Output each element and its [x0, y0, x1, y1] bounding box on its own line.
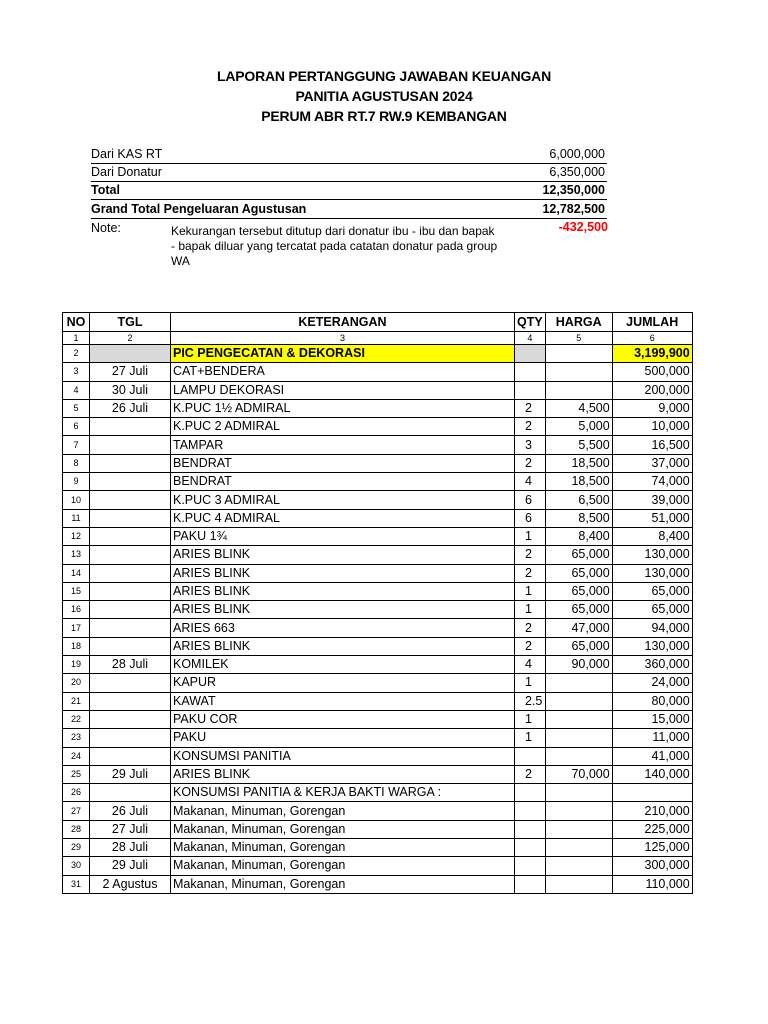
- row-date: [90, 710, 171, 728]
- table-row: [63, 509, 693, 527]
- row-price: [545, 710, 612, 728]
- row-price: 5,500: [545, 436, 612, 454]
- header-jumlah: JUMLAH: [612, 313, 692, 332]
- row-no: 11: [63, 509, 90, 527]
- row-qty: [515, 820, 546, 838]
- row-no: 22: [63, 710, 90, 728]
- row-price: [545, 729, 612, 747]
- row-qty: [515, 747, 546, 765]
- row-price: [545, 820, 612, 838]
- row-no: 2: [63, 345, 90, 363]
- row-qty: [515, 875, 546, 893]
- row-date: 26 Juli: [90, 399, 171, 417]
- table-row: [63, 839, 693, 857]
- row-qty: 2: [515, 619, 546, 637]
- row-description: K.PUC 4 ADMIRAL: [171, 509, 515, 527]
- row-no: 12: [63, 527, 90, 545]
- row-description: BENDRAT: [171, 473, 515, 491]
- row-description: PAKU COR: [171, 710, 515, 728]
- header-tgl: TGL: [90, 313, 171, 332]
- row-price: 90,000: [545, 656, 612, 674]
- col-number: 4: [515, 332, 546, 345]
- row-date: 29 Juli: [90, 765, 171, 783]
- row-qty: 3: [515, 436, 546, 454]
- row-amount: 16,500: [612, 436, 692, 454]
- row-description: KOMILEK: [171, 656, 515, 674]
- table-header: [63, 313, 693, 332]
- row-qty: 2: [515, 637, 546, 655]
- row-description: K.PUC 1½ ADMIRAL: [171, 399, 515, 417]
- row-date: 28 Juli: [90, 839, 171, 857]
- row-price: 18,500: [545, 454, 612, 472]
- row-no: 10: [63, 491, 90, 509]
- donatur-label: Dari Donatur: [91, 165, 162, 179]
- row-price: [545, 363, 612, 381]
- row-amount: 15,000: [612, 710, 692, 728]
- table-row: [63, 564, 693, 582]
- row-price: 6,500: [545, 491, 612, 509]
- table-row: [63, 710, 693, 728]
- table-row: [63, 491, 693, 509]
- row-qty: [515, 802, 546, 820]
- header-no: NO: [63, 313, 90, 332]
- row-amount: 65,000: [612, 601, 692, 619]
- row-date: 27 Juli: [90, 363, 171, 381]
- row-description: ARIES BLINK: [171, 564, 515, 582]
- row-price: 70,000: [545, 765, 612, 783]
- column-number-row: [63, 332, 693, 345]
- row-no: 26: [63, 784, 90, 802]
- table-row: [63, 454, 693, 472]
- row-date: [90, 345, 171, 363]
- row-qty: 2: [515, 418, 546, 436]
- row-description: K.PUC 2 ADMIRAL: [171, 418, 515, 436]
- table-row: [63, 345, 693, 363]
- row-amount: 130,000: [612, 564, 692, 582]
- row-amount: 225,000: [612, 820, 692, 838]
- row-amount: 125,000: [612, 839, 692, 857]
- row-no: 31: [63, 875, 90, 893]
- row-date: [90, 491, 171, 509]
- row-qty: 6: [515, 491, 546, 509]
- table-row: [63, 765, 693, 783]
- note-label: Note:: [91, 221, 121, 235]
- row-no: 23: [63, 729, 90, 747]
- table-row: [63, 802, 693, 820]
- row-description: Makanan, Minuman, Gorengan: [171, 820, 515, 838]
- row-amount: 200,000: [612, 381, 692, 399]
- row-date: [90, 601, 171, 619]
- row-qty: [515, 345, 546, 363]
- table-row: [63, 674, 693, 692]
- row-amount: 9,000: [612, 399, 692, 417]
- row-price: 8,400: [545, 527, 612, 545]
- col-number: 6: [612, 332, 692, 345]
- row-amount: 360,000: [612, 656, 692, 674]
- table-row: [63, 473, 693, 491]
- row-date: 27 Juli: [90, 820, 171, 838]
- row-amount: 8,400: [612, 527, 692, 545]
- table-row: [63, 692, 693, 710]
- row-description: K.PUC 3 ADMIRAL: [171, 491, 515, 509]
- total-label: Total: [91, 183, 120, 197]
- expense-table: [62, 312, 693, 894]
- row-date: [90, 527, 171, 545]
- row-no: 17: [63, 619, 90, 637]
- table-row: [63, 857, 693, 875]
- row-amount: 300,000: [612, 857, 692, 875]
- row-amount: [612, 784, 692, 802]
- table-row: [63, 820, 693, 838]
- row-description: LAMPU DEKORASI: [171, 381, 515, 399]
- col-number: 3: [171, 332, 515, 345]
- row-description: Makanan, Minuman, Gorengan: [171, 857, 515, 875]
- row-amount: 80,000: [612, 692, 692, 710]
- row-no: 28: [63, 820, 90, 838]
- row-qty: 4: [515, 473, 546, 491]
- row-amount: 11,000: [612, 729, 692, 747]
- note-value: -432,500: [558, 220, 608, 234]
- summary-row-donatur: [91, 163, 607, 182]
- row-date: [90, 692, 171, 710]
- row-no: 25: [63, 765, 90, 783]
- row-amount: 140,000: [612, 765, 692, 783]
- row-price: [545, 381, 612, 399]
- col-number: 5: [545, 332, 612, 345]
- summary-row-kas-rt: [91, 145, 607, 164]
- summary-row-total: [91, 181, 607, 200]
- row-no: 27: [63, 802, 90, 820]
- row-no: 9: [63, 473, 90, 491]
- table-row: [63, 601, 693, 619]
- row-qty: 1: [515, 527, 546, 545]
- row-price: 4,500: [545, 399, 612, 417]
- header-qty: QTY: [515, 313, 546, 332]
- table-row: [63, 747, 693, 765]
- row-date: 29 Juli: [90, 857, 171, 875]
- col-number: 1: [63, 332, 90, 345]
- row-price: 18,500: [545, 473, 612, 491]
- row-qty: 1: [515, 729, 546, 747]
- report-subtitle: PANITIA AGUSTUSAN 2024: [295, 88, 473, 104]
- table-row: [63, 363, 693, 381]
- row-price: 65,000: [545, 582, 612, 600]
- row-price: [545, 674, 612, 692]
- row-description: KONSUMSI PANITIA: [171, 747, 515, 765]
- kas-rt-label: Dari KAS RT: [91, 147, 163, 161]
- row-amount: 74,000: [612, 473, 692, 491]
- row-date: [90, 582, 171, 600]
- row-date: 30 Juli: [90, 381, 171, 399]
- row-date: [90, 747, 171, 765]
- kas-rt-value: 6,000,000: [549, 147, 605, 161]
- row-date: [90, 784, 171, 802]
- row-price: [545, 747, 612, 765]
- donatur-value: 6,350,000: [549, 165, 605, 179]
- row-qty: 1: [515, 601, 546, 619]
- row-date: [90, 637, 171, 655]
- row-no: 14: [63, 564, 90, 582]
- row-price: [545, 784, 612, 802]
- row-no: 16: [63, 601, 90, 619]
- row-description: Makanan, Minuman, Gorengan: [171, 875, 515, 893]
- grand-total-label: Grand Total Pengeluaran Agustusan: [91, 202, 307, 216]
- row-price: [545, 802, 612, 820]
- row-amount: 130,000: [612, 546, 692, 564]
- header-harga: HARGA: [545, 313, 612, 332]
- row-no: 15: [63, 582, 90, 600]
- row-date: [90, 546, 171, 564]
- row-no: 29: [63, 839, 90, 857]
- table-row: [63, 546, 693, 564]
- row-no: 19: [63, 656, 90, 674]
- row-qty: 1: [515, 582, 546, 600]
- table-row: [63, 619, 693, 637]
- row-date: 26 Juli: [90, 802, 171, 820]
- row-amount: 110,000: [612, 875, 692, 893]
- row-price: 65,000: [545, 546, 612, 564]
- row-price: [545, 692, 612, 710]
- row-qty: [515, 381, 546, 399]
- row-date: [90, 674, 171, 692]
- row-no: 5: [63, 399, 90, 417]
- row-amount: 41,000: [612, 747, 692, 765]
- report-title: LAPORAN PERTANGGUNG JAWABAN KEUANGAN: [217, 68, 551, 84]
- col-number: 2: [90, 332, 171, 345]
- row-price: 47,000: [545, 619, 612, 637]
- row-no: 6: [63, 418, 90, 436]
- row-qty: 4: [515, 656, 546, 674]
- row-date: [90, 729, 171, 747]
- row-description: Makanan, Minuman, Gorengan: [171, 802, 515, 820]
- grand-total-value: 12,782,500: [542, 202, 605, 216]
- row-amount: 65,000: [612, 582, 692, 600]
- report-location: PERUM ABR RT.7 RW.9 KEMBANGAN: [261, 108, 507, 124]
- table-row: [63, 582, 693, 600]
- row-qty: 6: [515, 509, 546, 527]
- row-no: 4: [63, 381, 90, 399]
- table-row: [63, 527, 693, 545]
- row-no: 3: [63, 363, 90, 381]
- row-amount: 39,000: [612, 491, 692, 509]
- row-qty: [515, 363, 546, 381]
- table-row: [63, 418, 693, 436]
- table-row: [63, 436, 693, 454]
- row-description: CAT+BENDERA: [171, 363, 515, 381]
- row-qty: [515, 839, 546, 857]
- row-date: [90, 436, 171, 454]
- total-value: 12,350,000: [542, 183, 605, 197]
- row-qty: [515, 857, 546, 875]
- row-description: KAPUR: [171, 674, 515, 692]
- row-qty: 2: [515, 765, 546, 783]
- row-no: 20: [63, 674, 90, 692]
- row-amount: 210,000: [612, 802, 692, 820]
- row-price: 65,000: [545, 637, 612, 655]
- row-amount: 3,199,900: [612, 345, 692, 363]
- row-price: 65,000: [545, 601, 612, 619]
- row-price: 5,000: [545, 418, 612, 436]
- row-description: BENDRAT: [171, 454, 515, 472]
- table-row: [63, 381, 693, 399]
- row-amount: 37,000: [612, 454, 692, 472]
- row-amount: 130,000: [612, 637, 692, 655]
- row-qty: [515, 784, 546, 802]
- row-qty: 2: [515, 454, 546, 472]
- row-date: [90, 454, 171, 472]
- row-description: PAKU 1¾: [171, 527, 515, 545]
- row-date: [90, 619, 171, 637]
- row-price: [545, 345, 612, 363]
- row-amount: 500,000: [612, 363, 692, 381]
- row-qty: 1: [515, 710, 546, 728]
- row-price: 8,500: [545, 509, 612, 527]
- row-no: 8: [63, 454, 90, 472]
- row-description: TAMPAR: [171, 436, 515, 454]
- row-amount: 94,000: [612, 619, 692, 637]
- header-keterangan: KETERANGAN: [171, 313, 515, 332]
- row-date: [90, 509, 171, 527]
- row-qty: 2: [515, 546, 546, 564]
- table-row: [63, 875, 693, 893]
- row-description: ARIES BLINK: [171, 601, 515, 619]
- row-qty: 1: [515, 674, 546, 692]
- row-description: PIC PENGECATAN & DEKORASI: [171, 345, 515, 363]
- note-text: Kekurangan tersebut ditutup dari donatur ibu - ibu dan bapak - bapak diluar yang tercatat pada catatan donatur pada group WA: [171, 224, 498, 268]
- row-date: [90, 564, 171, 582]
- row-price: 65,000: [545, 564, 612, 582]
- row-amount: 51,000: [612, 509, 692, 527]
- row-no: 13: [63, 546, 90, 564]
- row-description: ARIES BLINK: [171, 582, 515, 600]
- summary-row-grand-total: [91, 200, 607, 219]
- row-date: 28 Juli: [90, 656, 171, 674]
- row-no: 7: [63, 436, 90, 454]
- row-date: 2 Agustus: [90, 875, 171, 893]
- row-no: 21: [63, 692, 90, 710]
- row-price: [545, 875, 612, 893]
- row-qty: 2: [515, 564, 546, 582]
- row-description: ARIES BLINK: [171, 765, 515, 783]
- row-description: PAKU: [171, 729, 515, 747]
- row-price: [545, 839, 612, 857]
- row-description: ARIES BLINK: [171, 637, 515, 655]
- row-description: KAWAT: [171, 692, 515, 710]
- row-description: ARIES 663: [171, 619, 515, 637]
- row-amount: 10,000: [612, 418, 692, 436]
- table-row: [63, 656, 693, 674]
- row-date: [90, 473, 171, 491]
- table-row: [63, 784, 693, 802]
- row-description: KONSUMSI PANITIA & KERJA BAKTI WARGA :: [171, 784, 515, 802]
- row-description: Makanan, Minuman, Gorengan: [171, 839, 515, 857]
- row-description: ARIES BLINK: [171, 546, 515, 564]
- table-row: [63, 399, 693, 417]
- row-no: 30: [63, 857, 90, 875]
- row-no: 24: [63, 747, 90, 765]
- table-row: [63, 637, 693, 655]
- row-qty: 2: [515, 399, 546, 417]
- row-amount: 24,000: [612, 674, 692, 692]
- row-no: 18: [63, 637, 90, 655]
- row-qty: 2.5: [515, 692, 546, 710]
- row-date: [90, 418, 171, 436]
- row-price: [545, 857, 612, 875]
- table-row: [63, 729, 693, 747]
